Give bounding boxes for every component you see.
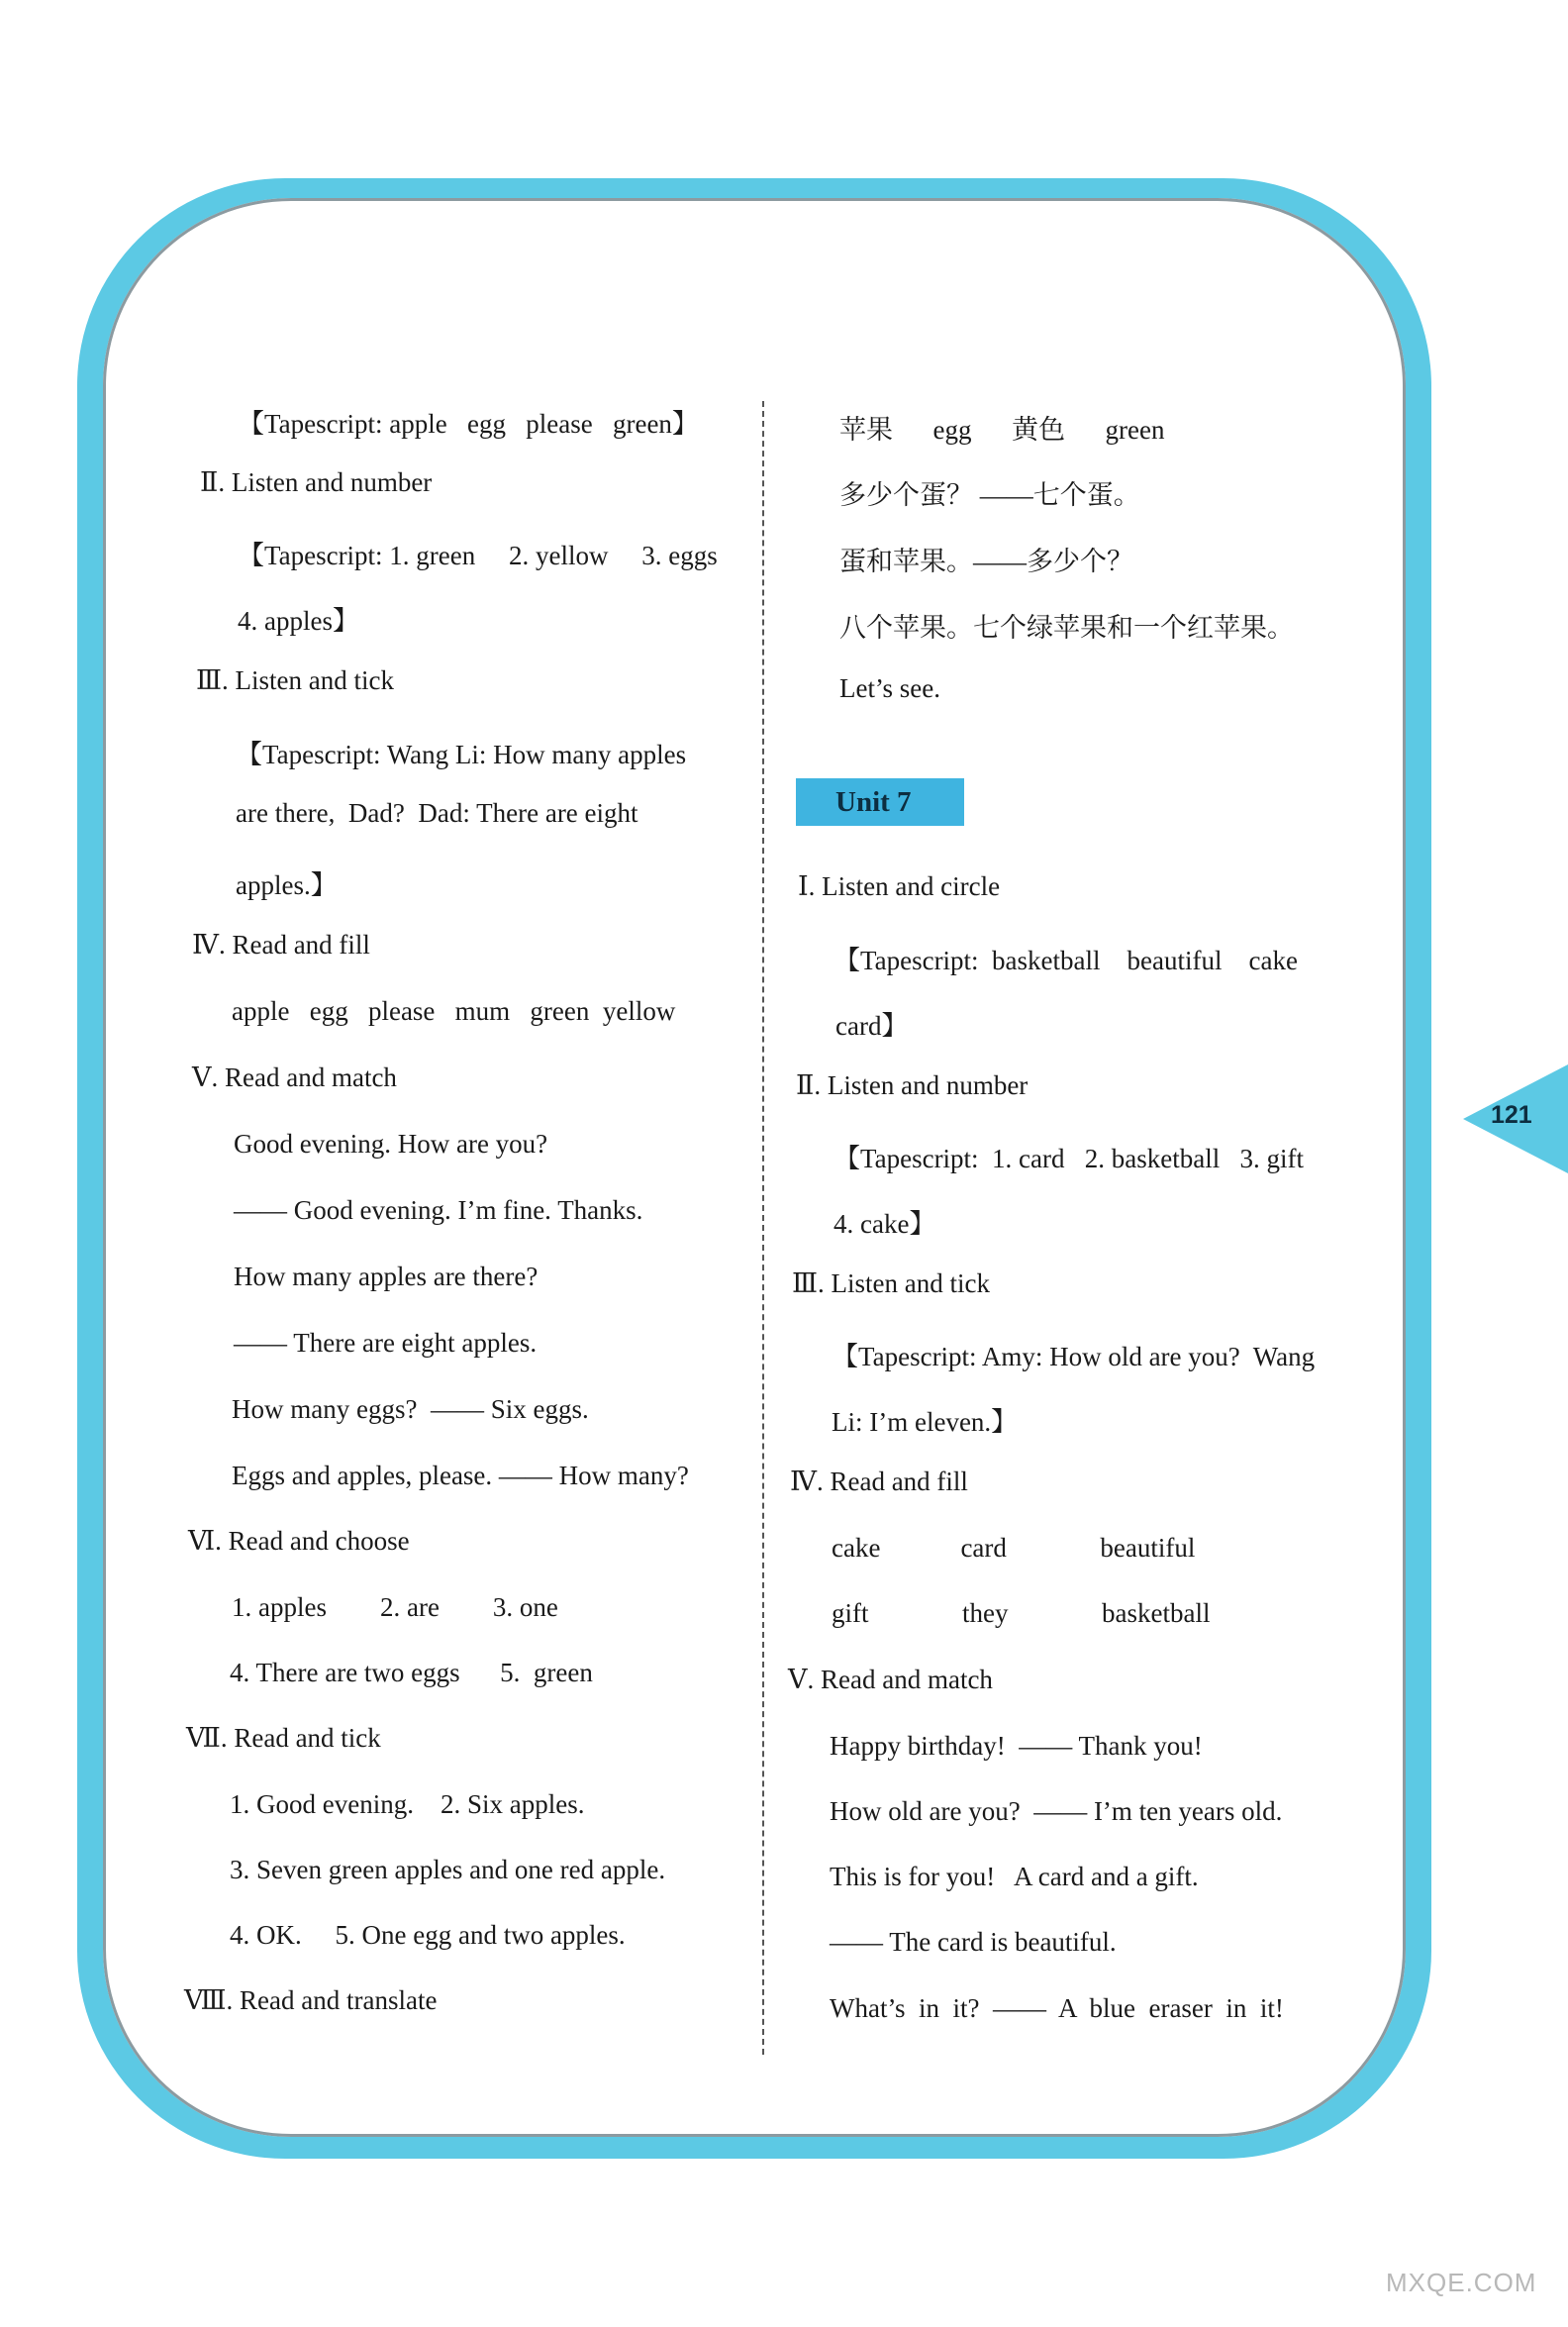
right-line-7: 【Tapescript: basketball beautiful cake [833, 946, 1298, 975]
right-line-10: 【Tapescript: 1. card 2. basketball 3. gift [833, 1144, 1304, 1173]
page-number: 121 [1491, 1101, 1532, 1129]
left-line-15: —— There are eight apples. [234, 1328, 538, 1358]
left-line-13: —— Good evening. I’m fine. Thanks. [234, 1195, 643, 1225]
left-line-10: apple egg please mum green yellow [232, 996, 676, 1026]
left-line-20: 4. There are two eggs 5. green [230, 1658, 593, 1687]
right-line-14: Li: I’m eleven.】 [832, 1407, 1019, 1437]
left-line-23: 3. Seven green apples and one red apple. [230, 1855, 666, 1884]
right-line-15: Ⅳ. Read and fill [790, 1467, 968, 1496]
left-line-2: Ⅱ. Listen and number [200, 467, 433, 497]
right-line-4: 八个苹果。七个绿苹果和一个红苹果。 [839, 613, 1294, 643]
right-line-18: Ⅴ. Read and match [788, 1665, 993, 1694]
right-line-19: Happy birthday! —— Thank you! [830, 1731, 1203, 1761]
left-line-1: 【Tapescript: apple egg please green】 [238, 409, 699, 439]
right-line-12: Ⅲ. Listen and tick [792, 1268, 990, 1298]
left-line-7: are there, Dad? Dad: There are eight [236, 798, 638, 828]
right-line-22: —— The card is beautiful. [830, 1927, 1117, 1957]
right-line-1: 苹果 egg 黄色 green [839, 415, 1165, 445]
left-line-14: How many apples are there? [234, 1262, 539, 1291]
left-line-3: 【Tapescript: 1. green 2. yellow 3. eggs [238, 541, 718, 570]
right-line-17: gift they basketball [832, 1598, 1211, 1628]
left-line-4: 4. apples】 [238, 606, 359, 636]
left-line-17: Eggs and apples, please. —— How many? [232, 1461, 689, 1490]
watermark-logo: MXQE.COM [1386, 2268, 1537, 2297]
left-line-18: Ⅵ. Read and choose [188, 1526, 410, 1556]
left-line-24: 4. OK. 5. One egg and two apples. [230, 1920, 626, 1950]
right-line-3: 蛋和苹果。——多少个？ [839, 547, 1133, 576]
right-line-13: 【Tapescript: Amy: How old are you? Wang [832, 1342, 1316, 1371]
left-line-6: 【Tapescript: Wang Li: How many apples [236, 740, 687, 769]
right-line-9: Ⅱ. Listen and number [796, 1070, 1029, 1100]
right-line-6: Ⅰ. Listen and circle [798, 871, 1001, 901]
left-line-8: apples.】 [236, 870, 338, 900]
left-line-22: 1. Good evening. 2. Six apples. [230, 1789, 585, 1819]
right-line-8: card】 [835, 1011, 909, 1041]
unit-title: Unit 7 [796, 778, 964, 826]
right-line-16: cake card beautiful [832, 1533, 1196, 1563]
right-line-23: What’s in it? —— A blue eraser in it! [830, 1993, 1284, 2023]
right-line-21: This is for you! A card and a gift. [830, 1862, 1199, 1891]
right-line-5: Let’s see. [839, 673, 940, 703]
left-line-25: Ⅷ. Read and translate [184, 1985, 438, 2015]
left-line-11: Ⅴ. Read and match [192, 1062, 397, 1092]
left-line-5: Ⅲ. Listen and tick [196, 665, 394, 695]
right-line-20: How old are you? —— I’m ten years old. [830, 1796, 1283, 1826]
left-line-9: Ⅳ. Read and fill [192, 930, 370, 960]
right-line-11: 4. cake】 [833, 1209, 936, 1239]
column-divider [762, 401, 764, 2055]
left-line-16: How many eggs? —— Six eggs. [232, 1394, 589, 1424]
right-line-2: 多少个蛋？ ——七个蛋。 [839, 480, 1140, 510]
left-line-12: Good evening. How are you? [234, 1129, 548, 1159]
left-line-21: Ⅶ. Read and tick [186, 1723, 381, 1753]
left-line-19: 1. apples 2. are 3. one [232, 1592, 558, 1622]
